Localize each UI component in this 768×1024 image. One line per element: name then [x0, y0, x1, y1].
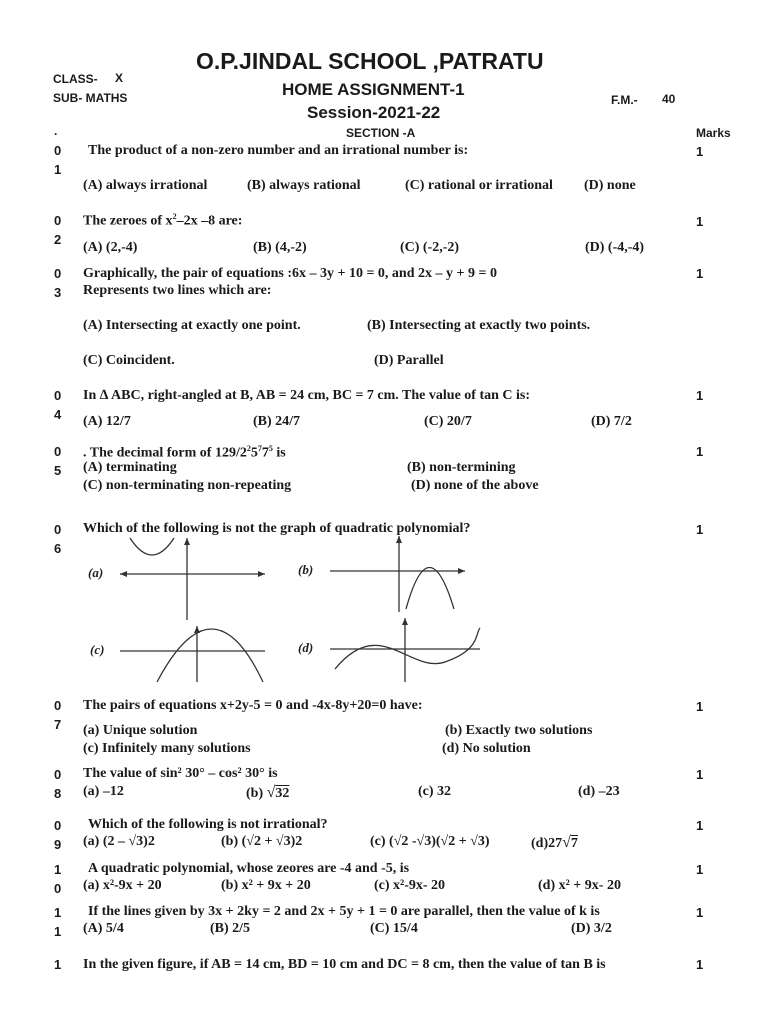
- question-number-digit: 3: [54, 285, 62, 300]
- graph-c-curve: [157, 629, 263, 682]
- option-a: (A) Intersecting at exactly one point.: [83, 318, 301, 333]
- question-marks: 1: [696, 522, 704, 537]
- option-c: (c) (√2 -√3)(√2 + √3): [370, 834, 490, 849]
- question-marks: 1: [696, 144, 704, 159]
- question-number-digit: 1: [54, 924, 62, 939]
- class-value: X: [115, 71, 124, 85]
- question-number-digit: 1: [54, 957, 62, 972]
- option-d: (d) No solution: [442, 741, 531, 756]
- option-b: (b) √32: [246, 784, 290, 801]
- option-c: (c) Infinitely many solutions: [83, 741, 251, 756]
- section-heading: SECTION -A: [346, 126, 416, 140]
- question-number-digit: 0: [54, 767, 62, 782]
- question-text: . The decimal form of $129/2^25^77^5$ is: [83, 444, 286, 461]
- question-number-digit: 1: [54, 905, 62, 920]
- option-c: (C) rational or irrational: [405, 178, 553, 193]
- option-a: (A) (2,-4): [83, 240, 138, 255]
- school-name: O.P.JINDAL SCHOOL ,PATRATU: [196, 48, 544, 74]
- question-number-digit: 1: [54, 162, 62, 177]
- session-label: Session-2021-22: [307, 103, 441, 122]
- question-number-digit: 2: [54, 232, 62, 247]
- assignment-title: HOME ASSIGNMENT-1: [282, 80, 465, 99]
- graph-a-arrow-left: [120, 571, 127, 577]
- graph-b-curve: [406, 568, 454, 610]
- question-number-digit: 0: [54, 143, 62, 158]
- option-b: (B) non-termining: [407, 460, 516, 475]
- question-number-digit: 0: [54, 698, 62, 713]
- question-number-digit: 9: [54, 837, 62, 852]
- option-b: (b) Exactly two solutions: [445, 723, 593, 738]
- graph-b-arrow-right: [458, 568, 465, 574]
- option-c: (c) x²-9x- 20: [374, 878, 446, 893]
- question-text: The pairs of equations x+2y-5 = 0 and -4x-8y+20=0 have:: [83, 698, 423, 713]
- option-b: (B) (4,-2): [253, 240, 307, 255]
- question-marks: 1: [696, 818, 704, 833]
- question-marks: 1: [696, 957, 704, 972]
- option-b: (B) Intersecting at exactly two points.: [367, 318, 591, 333]
- subject-label: SUB- MATHS: [53, 91, 128, 105]
- option-c: (C) (-2,-2): [400, 240, 460, 255]
- option-d: (D) 3/2: [571, 921, 612, 936]
- question-marks: 1: [696, 388, 704, 403]
- question-marks: 1: [696, 699, 704, 714]
- option-d: (d) x² + 9x- 20: [538, 878, 621, 893]
- option-b: (B) always rational: [247, 178, 361, 193]
- dot-marker: .: [54, 124, 58, 138]
- question-text: The value of sin² 30° – cos² 30° is: [83, 766, 278, 781]
- question-number-digit: 1: [54, 862, 62, 877]
- question-marks: 1: [696, 266, 704, 281]
- question-text: Which of the following is not the graph of quadratic polynomial?: [83, 521, 471, 536]
- option-c: (C) non-terminating non-repeating: [83, 478, 292, 493]
- option-d: (D) 7/2: [591, 414, 632, 429]
- question-marks: 1: [696, 767, 704, 782]
- option-a: (A) 5/4: [83, 921, 124, 936]
- option-c: (c) 32: [418, 784, 452, 799]
- marks-column-heading: Marks: [696, 126, 731, 140]
- question-text: In the given figure, if AB = 14 cm, BD = 10 cm and DC = 8 cm, then the value of tan B is: [83, 957, 606, 972]
- option-d: (d)27√7: [531, 834, 578, 851]
- option-d: (D) none: [584, 178, 636, 193]
- question-number-digit: 7: [54, 717, 62, 732]
- option-a: (A) 12/7: [83, 414, 131, 429]
- graph-b-arrow-up: [396, 536, 402, 543]
- option-a: (a) x²-9x + 20: [83, 878, 162, 893]
- question-number-digit: 0: [54, 388, 62, 403]
- option-c: (C) 20/7: [424, 414, 472, 429]
- question-marks: 1: [696, 214, 704, 229]
- option-d: (d) –23: [578, 784, 620, 799]
- option-a: (a) –12: [83, 784, 124, 799]
- full-marks-label: F.M.-: [611, 93, 638, 107]
- question-number-digit: 5: [54, 463, 62, 478]
- question-number-digit: 0: [54, 213, 62, 228]
- question-marks: 1: [696, 905, 704, 920]
- graph-label-c: (c): [90, 642, 105, 657]
- question-text-line2: Represents two lines which are:: [83, 283, 272, 298]
- question-marks: 1: [696, 444, 704, 459]
- option-b: (b) x² + 9x + 20: [221, 878, 311, 893]
- question-number-digit: 8: [54, 786, 62, 801]
- question-number-digit: 0: [54, 881, 62, 896]
- graph-label-a: (a): [88, 565, 104, 580]
- quadratic-graphs-figure: [80, 534, 500, 684]
- question-number-digit: 0: [54, 818, 62, 833]
- question-text: Which of the following is not irrational?: [88, 817, 328, 832]
- question-number-digit: 4: [54, 407, 62, 422]
- option-a: (a) Unique solution: [83, 723, 198, 738]
- question-text: Graphically, the pair of equations :6x – 3y + 10 = 0, and 2x – y + 9 = 0: [83, 266, 497, 281]
- full-marks-value: 40: [662, 92, 676, 106]
- question-text: The zeroes of $x^2-2x$ –8 are:: [83, 212, 243, 229]
- option-b: (B) 24/7: [253, 414, 301, 429]
- class-label: CLASS-: [53, 72, 98, 86]
- option-a: (A) terminating: [83, 460, 177, 475]
- question-number-digit: 6: [54, 541, 62, 556]
- graph-d-arrow-up: [402, 618, 408, 625]
- graph-a-arrow-right: [258, 571, 265, 577]
- option-c: (C) Coincident.: [83, 353, 175, 368]
- question-text: The product of a non-zero number and an irrational number is:: [88, 143, 469, 158]
- graph-label-b: (b): [298, 562, 314, 577]
- option-b: (B) 2/5: [210, 921, 251, 936]
- option-b: (b) (√2 + √3)2: [221, 834, 303, 849]
- option-d: (D) Parallel: [374, 353, 444, 368]
- option-a: (A) always irrational: [83, 178, 208, 193]
- question-text: In ∆ ABC, right-angled at B, AB = 24 cm, BC = 7 cm. The value of tan C is:: [83, 388, 531, 403]
- graph-a-curve: [130, 538, 174, 555]
- option-d: (D) (-4,-4): [585, 240, 645, 255]
- question-text: A quadratic polynomial, whose zeores are -4 and -5, is: [88, 861, 410, 876]
- graph-a-arrow-up: [184, 538, 190, 545]
- option-d: (D) none of the above: [411, 478, 539, 493]
- graph-label-d: (d): [298, 640, 314, 655]
- question-number-digit: 0: [54, 522, 62, 537]
- question-text: If the lines given by 3x + 2ky = 2 and 2x + 5y + 1 = 0 are parallel, then the value of k is: [88, 904, 600, 919]
- question-marks: 1: [696, 862, 704, 877]
- question-number-digit: 0: [54, 266, 62, 281]
- option-c: (C) 15/4: [370, 921, 418, 936]
- option-a: (a) (2 – √3)2: [83, 834, 155, 849]
- question-number-digit: 0: [54, 444, 62, 459]
